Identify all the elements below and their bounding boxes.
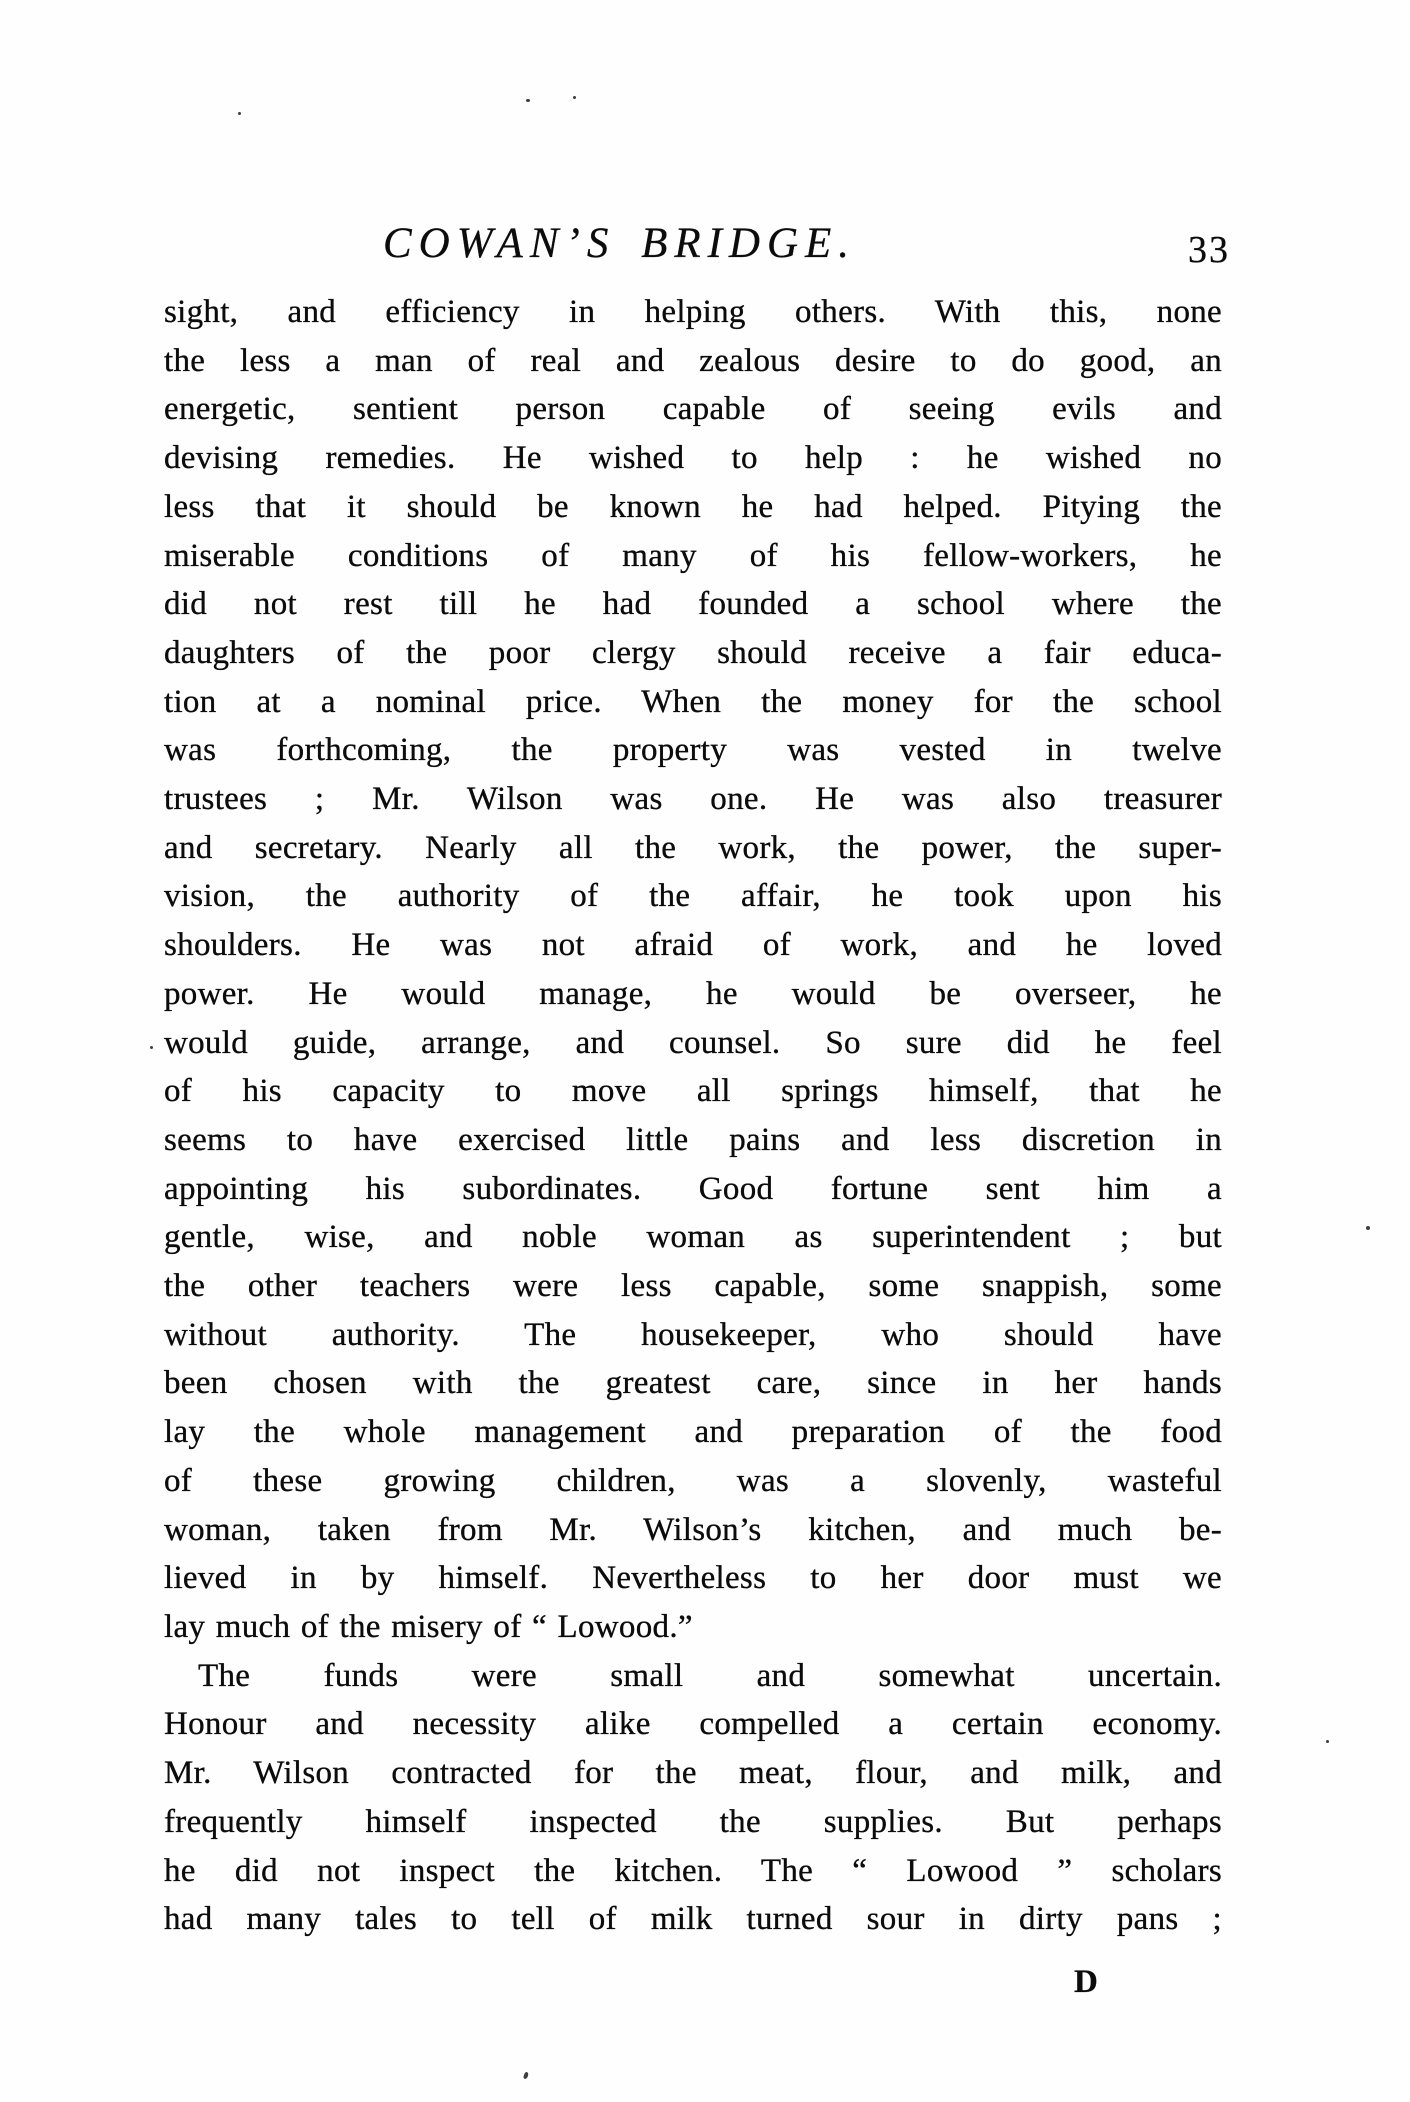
text-line: did not rest till he had founded a school where the [164, 586, 1222, 623]
text-line: would guide, arrange, and counsel. So sure did he feel [164, 1024, 1222, 1061]
scan-speck [523, 2072, 529, 2080]
text-line: sight, and efficiency in helping others. With this, none [164, 294, 1222, 330]
text-line: lay much of the misery of “ Lowood.” [164, 1608, 693, 1645]
text-line: woman, taken from Mr. Wilson’s kitchen, and much be- [164, 1511, 1222, 1548]
text-line: energetic, sentient person capable of seeing evils and [164, 391, 1222, 428]
text-line: without authority. The housekeeper, who should have [164, 1316, 1222, 1353]
scan-speck [573, 96, 576, 99]
text-line: trustees ; Mr. Wilson was one. He was also treasurer [164, 781, 1222, 818]
text-line: daughters of the poor clergy should receive a fair educa- [164, 634, 1222, 671]
text-line: lieved in by himself. Nevertheless to her door must we [164, 1560, 1222, 1597]
scan-speck [526, 99, 530, 102]
text-line: appointing his subordinates. Good fortune sent him a [164, 1170, 1222, 1207]
signature-mark: D [1074, 1964, 1099, 2000]
text-line: less that it should be known he had helped. Pitying the [164, 488, 1222, 525]
text-line: The funds were small and somewhat uncertain. [198, 1657, 1222, 1694]
text-line: lay the whole management and preparation of the food [164, 1414, 1222, 1451]
scan-speck [238, 112, 241, 115]
text-line: had many tales to tell of milk turned sour in dirty pans ; [164, 1901, 1222, 1938]
text-line: shoulders. He was not afraid of work, and he loved [164, 927, 1222, 964]
text-line: was forthcoming, the property was vested in twelve [164, 732, 1222, 769]
scan-speck [150, 1046, 153, 1049]
text-line: devising remedies. He wished to help : he wished no [164, 440, 1222, 477]
text-line: been chosen with the greatest care, since in her hands [164, 1365, 1222, 1402]
text-line: frequently himself inspected the supplies. But perhaps [164, 1803, 1222, 1840]
text-line: Honour and necessity alike compelled a certain economy. [164, 1706, 1222, 1743]
body-text [164, 288, 1222, 1944]
page-number: 33 [1188, 229, 1230, 271]
text-line: Mr. Wilson contracted for the meat, flour, and milk, and [164, 1755, 1222, 1792]
text-line: of his capacity to move all springs himself, that he [164, 1073, 1222, 1110]
text-line: of these growing children, was a slovenly, wasteful [164, 1462, 1222, 1499]
text-line: vision, the authority of the affair, he took upon his [164, 878, 1222, 915]
text-line: gentle, wise, and noble woman as superintendent ; but [164, 1219, 1222, 1256]
text-line: seems to have exercised little pains and less discretion in [164, 1121, 1222, 1158]
running-head-title: COWAN’S BRIDGE. [383, 220, 857, 267]
text-line: power. He would manage, he would be overseer, he [164, 975, 1222, 1012]
scan-speck [1366, 1226, 1370, 1230]
text-line: the less a man of real and zealous desire to do good, an [164, 342, 1222, 379]
scan-speck [1326, 1740, 1329, 1743]
text-line: miserable conditions of many of his fellow-workers, he [164, 537, 1222, 574]
text-line: tion at a nominal price. When the money for the school [164, 683, 1222, 720]
text-line: the other teachers were less capable, some snappish, some [164, 1268, 1222, 1305]
text-line: he did not inspect the kitchen. The “ Lowood ” scholars [164, 1852, 1222, 1889]
text-line: and secretary. Nearly all the work, the power, the super- [164, 829, 1222, 866]
